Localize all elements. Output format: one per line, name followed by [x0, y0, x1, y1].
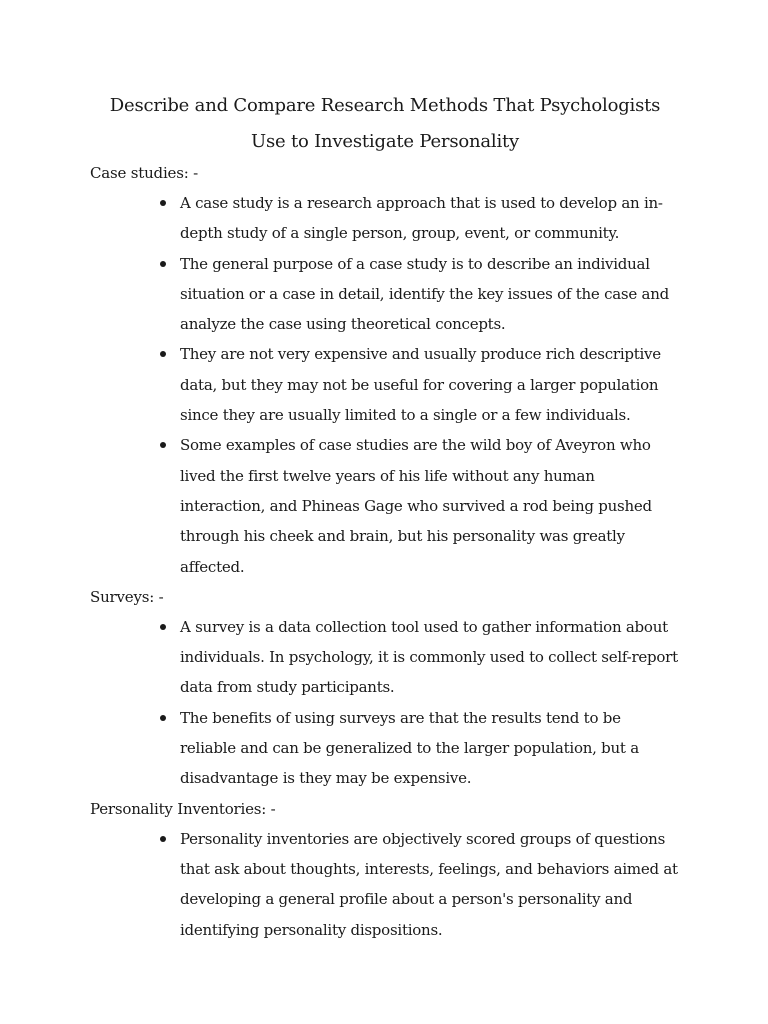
list-item-text: The benefits of using surveys are that the results tend to be reliable and can be generalized to the larger population, but a disadvantage is they may be expensive.	[180, 708, 639, 788]
list-item	[180, 612, 680, 703]
list-item-text: Personality inventories are objectively scored groups of questions that ask about thoughts, interests, feelings, and behaviors aimed at developing a general profile about a person's personality and identifying personality dispositions.	[180, 829, 678, 939]
bullet-list	[90, 612, 680, 794]
bullet-list	[90, 824, 680, 945]
document-title: Describe and Compare Research Methods That Psychologists Use to Investigate Personality	[109, 95, 661, 152]
section-heading: Surveys: -	[90, 587, 164, 606]
bullet-list	[90, 188, 680, 582]
bullet-icon	[160, 624, 166, 630]
list-item	[180, 430, 680, 581]
list-item	[180, 703, 680, 794]
bullet-icon	[160, 715, 166, 721]
section-personality-inventories	[90, 794, 680, 945]
list-item-text: A case study is a research approach that is used to develop an in-depth study of a single person, group, event, or community.	[180, 194, 663, 243]
list-item-text: They are not very expensive and usually produce rich descriptive data, but they may not be useful for covering a larger population since they are usually limited to a single or a few individuals.	[180, 345, 661, 425]
bullet-icon	[160, 261, 166, 267]
section-heading: Personality Inventories: -	[90, 799, 276, 818]
list-item	[180, 249, 680, 340]
section-heading: Case studies: -	[90, 164, 199, 182]
list-item-text: A survey is a data collection tool used to gather information about individuals. In psychology, it is commonly used to collect self-report data from study participants.	[180, 617, 678, 697]
bullet-icon	[160, 836, 166, 842]
section-surveys	[90, 582, 680, 794]
list-item-text: Some examples of case studies are the wild boy of Aveyron who lived the first twelve years of his life without any human interaction, and Phineas Gage who survived a rod being pushed through his cheek and brain, but his personality was greatly affected.	[180, 436, 652, 576]
list-item	[180, 339, 680, 430]
section-case-studies	[90, 158, 680, 582]
list-item-text: The general purpose of a case study is to describe an individual situation or a case in detail, identify the key issues of the case and analyze the case using theoretical concepts.	[180, 254, 669, 334]
bullet-icon	[160, 351, 166, 357]
list-item	[180, 188, 680, 249]
title-block	[90, 88, 680, 160]
bullet-icon	[160, 200, 166, 206]
list-item	[180, 824, 680, 945]
bullet-icon	[160, 442, 166, 448]
